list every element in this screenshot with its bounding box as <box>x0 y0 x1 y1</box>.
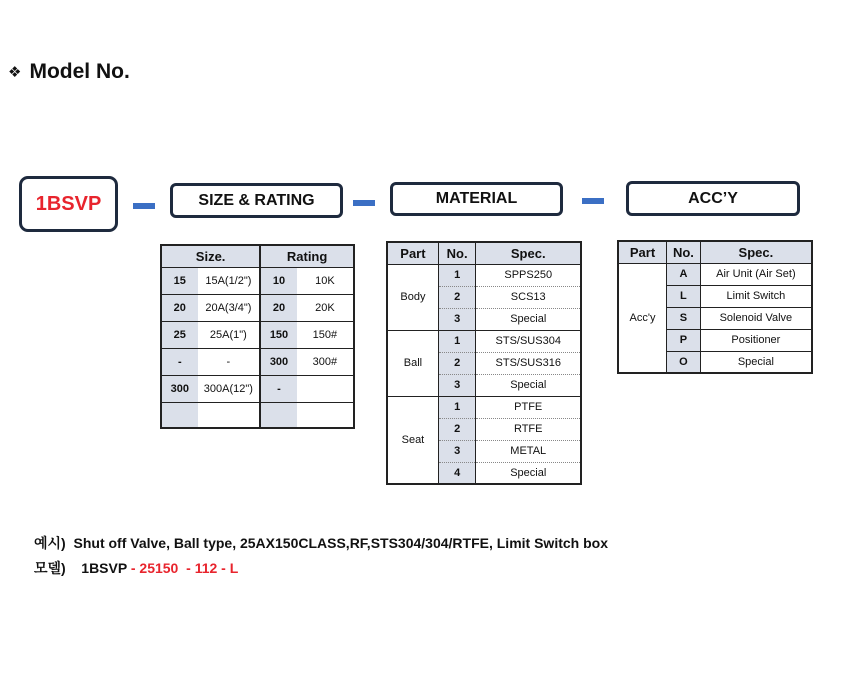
item-no: S <box>667 307 701 329</box>
part-label: Ball <box>387 330 438 396</box>
size-code: - <box>161 348 198 375</box>
table-row <box>387 330 581 352</box>
page-title-text: Model No. <box>29 60 130 83</box>
item-spec: Special <box>510 466 547 479</box>
item-spec: SCS13 <box>476 286 581 308</box>
part-label: Acc'y <box>618 263 667 373</box>
item-no: 2 <box>438 352 476 374</box>
table-row <box>161 348 354 375</box>
table-row <box>161 375 354 402</box>
accessory-table <box>617 240 813 374</box>
item-spec: STS/SUS316 <box>476 352 581 374</box>
diamond-bullet-icon: ❖ <box>8 64 22 81</box>
item-no: 3 <box>438 374 476 396</box>
model-dash: - <box>221 560 226 576</box>
accessory-box: ACC’Y <box>626 181 800 216</box>
item-no: P <box>667 329 701 351</box>
part-label: Body <box>387 264 438 330</box>
size-code <box>161 402 198 428</box>
model-code-box: 1BSVP <box>19 176 118 232</box>
item-no: O <box>667 351 701 373</box>
dash-connector <box>582 198 604 204</box>
table-row <box>161 402 354 428</box>
item-no: L <box>667 285 701 307</box>
example-line <box>34 531 608 556</box>
part-header: Part <box>618 241 667 263</box>
rating-value: 300# <box>297 348 354 375</box>
item-spec: Special <box>476 308 581 330</box>
size-code: 25 <box>161 321 198 348</box>
size-value: 20A(3/4") <box>198 294 261 321</box>
rating-header: Rating <box>260 245 354 267</box>
item-spec: RTFE <box>476 418 581 440</box>
part-label: Seat <box>387 396 438 484</box>
spec-header: Spec. <box>700 241 812 263</box>
item-no: 3 <box>438 308 476 330</box>
size-value: 15A(1/2") <box>198 267 261 294</box>
item-no: 2 <box>438 286 476 308</box>
rating-code: 150 <box>260 321 297 348</box>
model-label: 모델) <box>34 560 66 576</box>
rating-code: - <box>260 375 297 402</box>
item-spec: Positioner <box>700 329 812 351</box>
example-description: Shut off Valve, Ball type, 25AX150CLASS,RF,STS304/304/RTFE, Limit Switch box <box>73 535 608 551</box>
item-spec: STS/SUS304 <box>476 330 581 352</box>
size-value: - <box>198 348 261 375</box>
no-header: No. <box>438 242 476 264</box>
no-header: No. <box>667 241 701 263</box>
item-spec: Special <box>737 355 774 368</box>
dash-connector <box>353 200 375 206</box>
item-no: A <box>667 263 701 285</box>
model-dash: - <box>186 560 191 576</box>
item-spec: Solenoid Valve <box>700 307 812 329</box>
rating-value: 10K <box>297 267 354 294</box>
dash-connector <box>133 203 155 209</box>
model-dash: - <box>130 560 136 576</box>
model-code: 1BSVP <box>81 560 127 576</box>
rating-value: 20K <box>297 294 354 321</box>
item-no: 4 <box>438 462 476 484</box>
size-code: 15 <box>161 267 198 294</box>
size-header: Size. <box>161 245 260 267</box>
item-spec: Limit Switch <box>700 285 812 307</box>
rating-value <box>297 375 354 402</box>
table-row <box>161 294 354 321</box>
item-spec: METAL <box>476 440 581 462</box>
table-row <box>387 264 581 286</box>
model-size-part: 25150 <box>139 560 179 576</box>
model-material-part: 112 <box>194 560 218 576</box>
rating-value: 150# <box>297 321 354 348</box>
size-value: 25A(1") <box>198 321 261 348</box>
item-no: 1 <box>438 264 476 286</box>
rating-code: 300 <box>260 348 297 375</box>
item-spec: SPPS250 <box>476 264 581 286</box>
size-code: 20 <box>161 294 198 321</box>
size-value <box>198 402 261 428</box>
item-spec: Special <box>476 374 581 396</box>
table-row <box>618 263 812 285</box>
rating-code: 10 <box>260 267 297 294</box>
model-acc-part: L <box>229 560 239 576</box>
rating-value <box>297 402 354 428</box>
item-no: 2 <box>438 418 476 440</box>
material-box: MATERIAL <box>390 182 563 216</box>
table-row <box>387 396 581 418</box>
size-rating-box: SIZE & RATING <box>170 183 343 218</box>
rating-code: 20 <box>260 294 297 321</box>
rating-code <box>260 402 297 428</box>
spec-header: Spec. <box>476 242 581 264</box>
model-line <box>34 556 608 581</box>
size-value: 300A(12") <box>198 375 261 402</box>
size-rating-table <box>160 244 355 429</box>
example-section <box>34 531 608 581</box>
table-row <box>161 321 354 348</box>
item-no: 1 <box>438 396 476 418</box>
item-no: 3 <box>438 440 476 462</box>
table-row <box>161 267 354 294</box>
material-table <box>386 241 582 485</box>
part-header: Part <box>387 242 438 264</box>
item-no: 1 <box>438 330 476 352</box>
item-spec: PTFE <box>476 396 581 418</box>
page-title <box>8 60 130 84</box>
size-code: 300 <box>161 375 198 402</box>
item-spec: Air Unit (Air Set) <box>700 263 812 285</box>
example-label: 예시) <box>34 535 66 551</box>
